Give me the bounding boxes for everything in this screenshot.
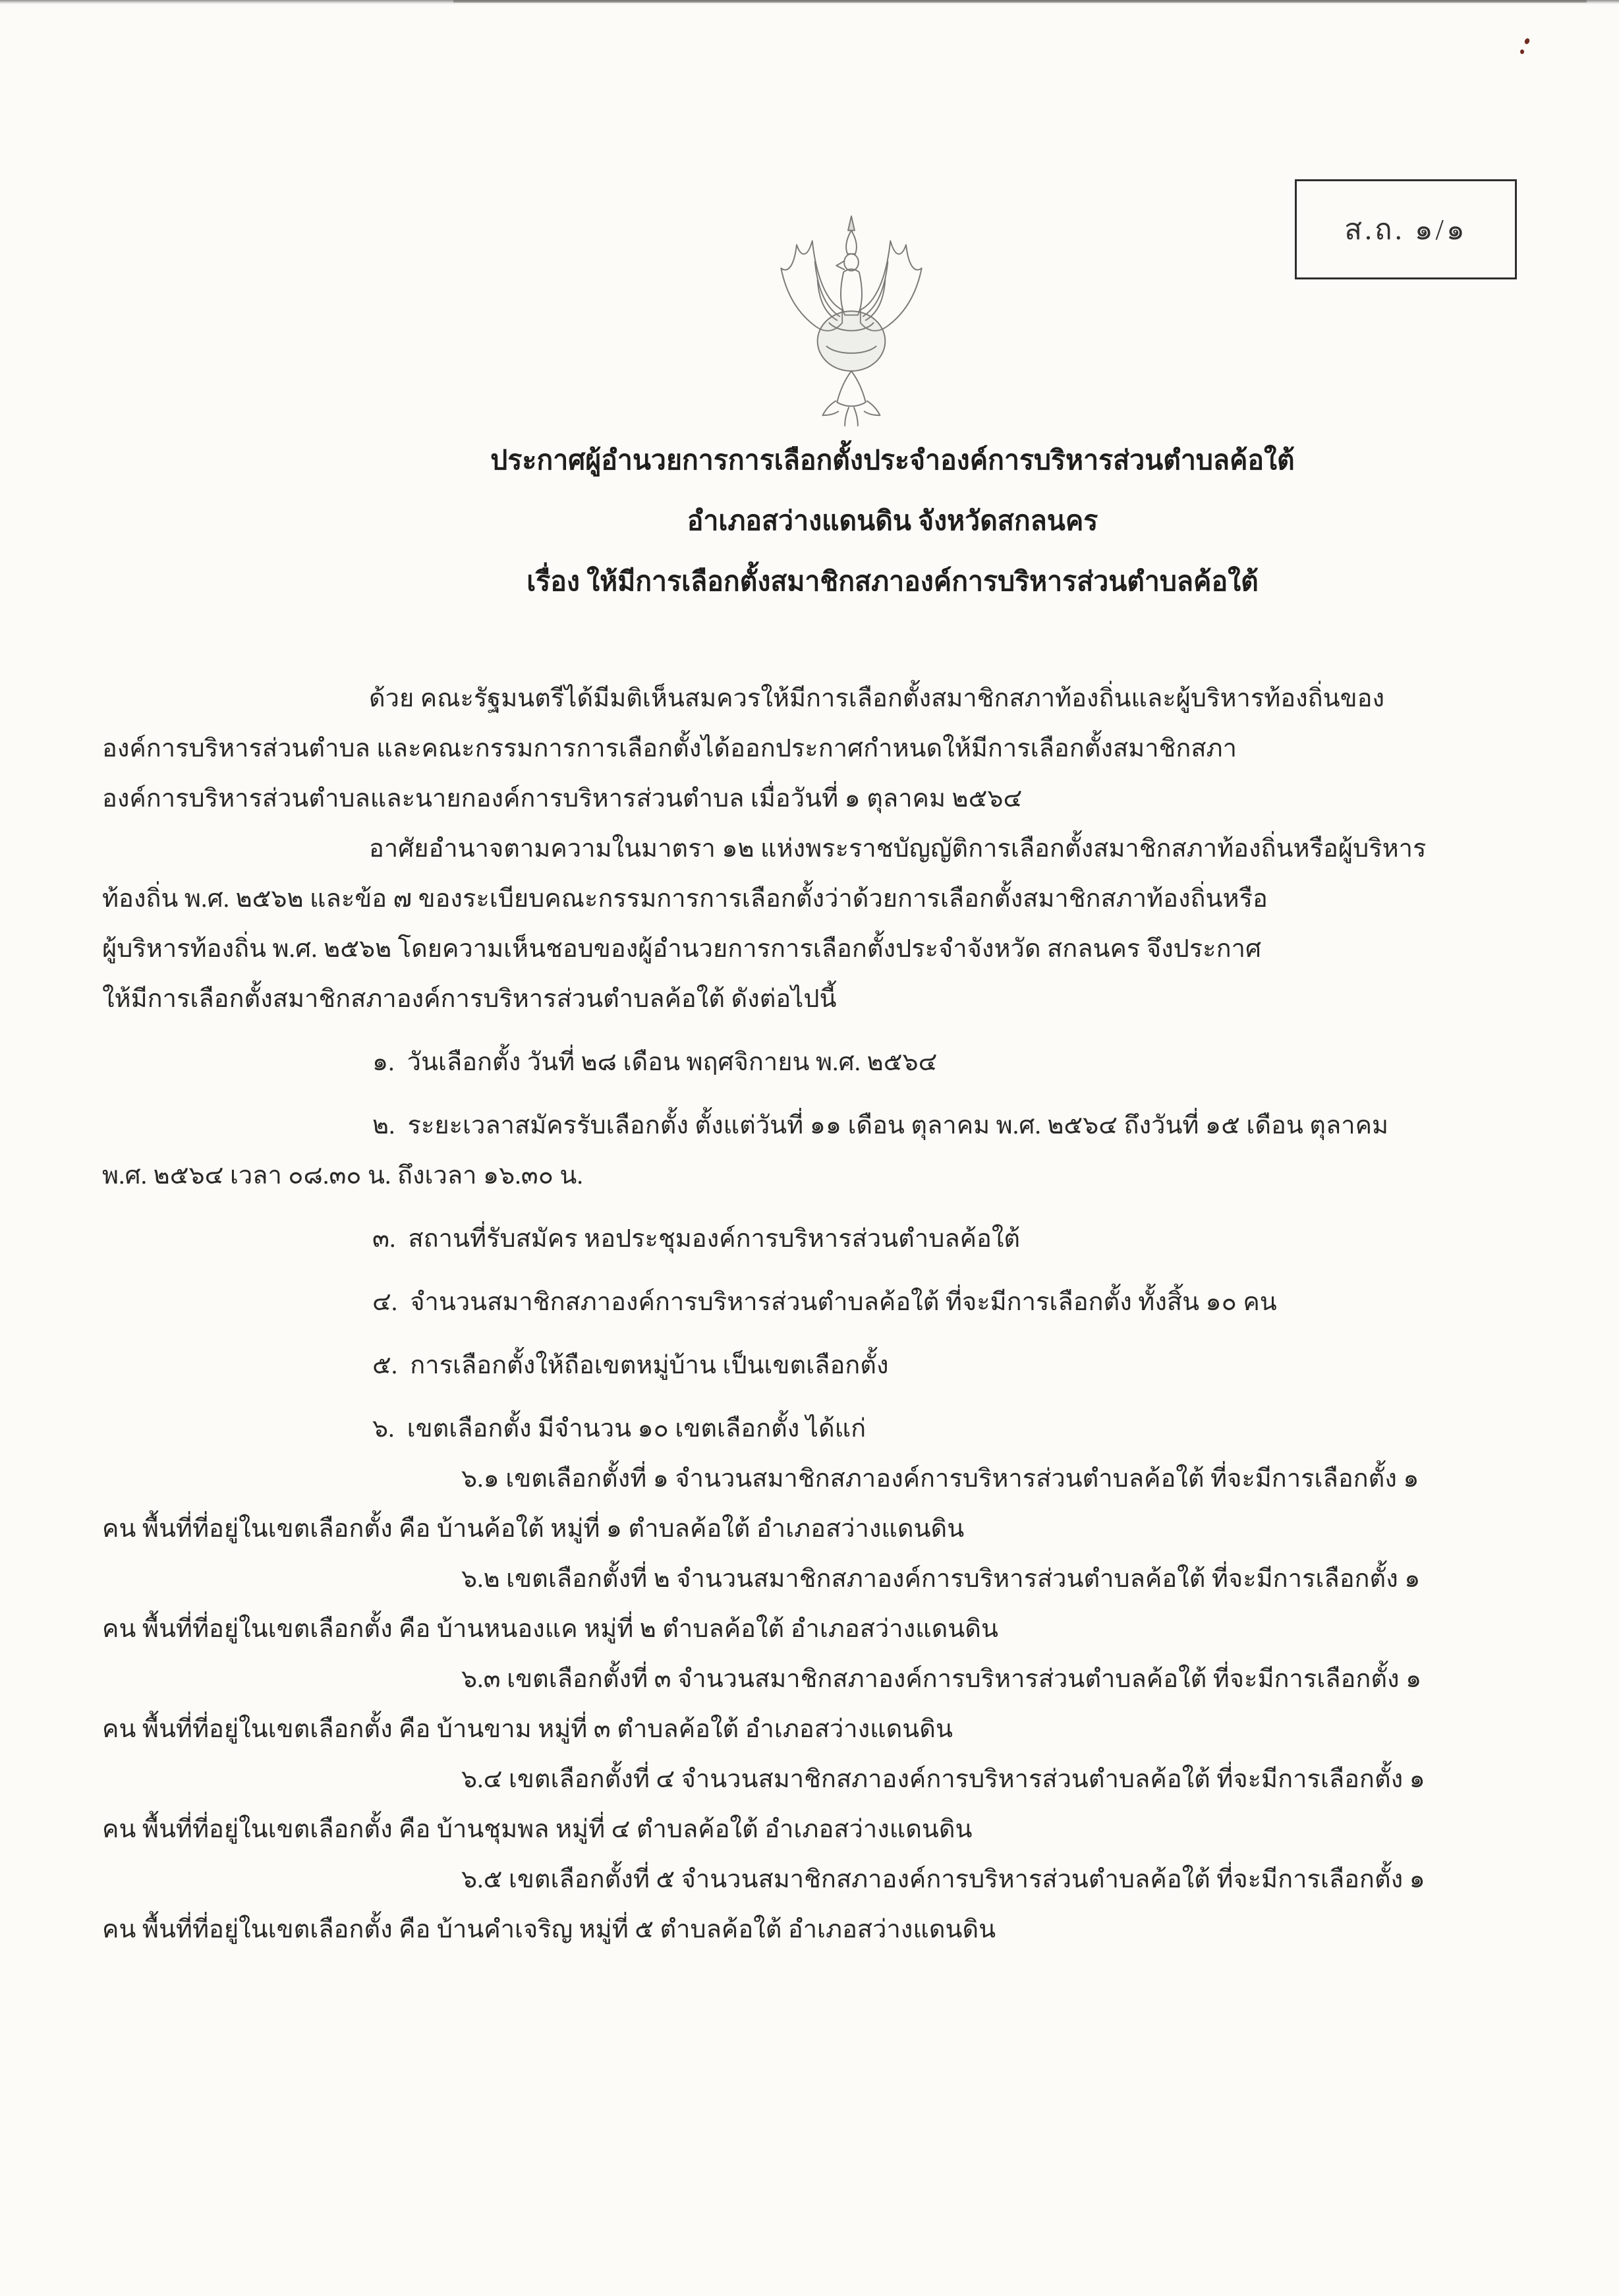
text-line: ๖.๓ เขตเลือกตั้งที่ ๓ จำนวนสมาชิกสภาองค์การบริหารส่วนตำบลค้อใต้ ที่จะมีการเลือกตั้ง ๑ bbox=[461, 1665, 1422, 1693]
text-line: ๑. วันเลือกตั้ง วันที่ ๒๘ เดือน พฤศจิกายน พ.ศ. ๒๕๖๔ bbox=[372, 1048, 938, 1076]
title-line: อำเภอสว่างแดนดิน จังหวัดสกลนคร bbox=[687, 505, 1098, 536]
text-line: คน พื้นที่ที่อยู่ในเขตเลือกตั้ง คือ บ้านหนองแค หมู่ที่ ๒ ตำบลค้อใต้ อำเภอสว่างแดนดิน bbox=[102, 1615, 998, 1643]
text-line: พ.ศ. ๒๕๖๔ เวลา ๐๘.๓๐ น. ถึงเวลา ๑๖.๓๐ น. bbox=[102, 1162, 583, 1190]
text-line: ๖.๑ เขตเลือกตั้งที่ ๑ จำนวนสมาชิกสภาองค์การบริหารส่วนตำบลค้อใต้ ที่จะมีการเลือกตั้ง ๑ bbox=[461, 1465, 1419, 1493]
text-line: ๔. จำนวนสมาชิกสภาองค์การบริหารส่วนตำบลค้อใต้ ที่จะมีการเลือกตั้ง ทั้งสิ้น ๑๐ คน bbox=[372, 1288, 1277, 1316]
form-code: ส.ถ. ๑/๑ bbox=[1344, 214, 1467, 246]
document-body bbox=[102, 674, 1519, 1955]
title-line: เรื่อง ให้มีการเลือกตั้งสมาชิกสภาองค์การบริหารส่วนตำบลค้อใต้ bbox=[526, 566, 1259, 596]
text-line: ๕. การเลือกตั้งให้ถือเขตหมู่บ้าน เป็นเขตเลือกตั้ง bbox=[372, 1352, 889, 1379]
text-line: คน พื้นที่ที่อยู่ในเขตเลือกตั้ง คือ บ้านชุมพล หมู่ที่ ๔ ตำบลค้อใต้ อำเภอสว่างแดนดิน bbox=[102, 1816, 973, 1843]
red-ink-dot bbox=[1523, 38, 1530, 45]
garuda-emblem-icon bbox=[766, 212, 936, 427]
text-line: ท้องถิ่น พ.ศ. ๒๕๖๒ และข้อ ๗ ของระเบียบคณะกรรมการการเลือกตั้งว่าด้วยการเลือกตั้งสมาชิกสภาท้องถิ่นหรือ bbox=[102, 885, 1268, 913]
text-line: ให้มีการเลือกตั้งสมาชิกสภาองค์การบริหารส่วนตำบลค้อใต้ ดังต่อไปนี้ bbox=[102, 985, 837, 1013]
text-line: ด้วย คณะรัฐมนตรีได้มีมติเห็นสมควรให้มีการเลือกตั้งสมาชิกสภาท้องถิ่นและผู้บริหารท้องถิ่นของ bbox=[369, 685, 1385, 712]
text-line: คน พื้นที่ที่อยู่ในเขตเลือกตั้ง คือ บ้านคำเจริญ หมู่ที่ ๕ ตำบลค้อใต้ อำเภอสว่างแดนดิน bbox=[102, 1916, 996, 1943]
text-line: ๖.๕ เขตเลือกตั้งที่ ๕ จำนวนสมาชิกสภาองค์การบริหารส่วนตำบลค้อใต้ ที่จะมีการเลือกตั้ง ๑ bbox=[461, 1866, 1425, 1893]
title-line: ประกาศผู้อำนวยการการเลือกตั้งประจำองค์การบริหารส่วนตำบลค้อใต้ bbox=[490, 445, 1295, 475]
text-line: องค์การบริหารส่วนตำบลและนายกองค์การบริหารส่วนตำบล เมื่อวันที่ ๑ ตุลาคม ๒๕๖๔ bbox=[102, 785, 1023, 813]
red-ink-dot bbox=[1520, 49, 1524, 54]
text-line: ๖.๒ เขตเลือกตั้งที่ ๒ จำนวนสมาชิกสภาองค์การบริหารส่วนตำบลค้อใต้ ที่จะมีการเลือกตั้ง ๑ bbox=[461, 1565, 1421, 1593]
text-line: ๒. ระยะเวลาสมัครรับเลือกตั้ง ตั้งแต่วันที่ ๑๑ เดือน ตุลาคม พ.ศ. ๒๕๖๔ ถึงวันที่ ๑๕ เดือน ตุลาคม bbox=[372, 1112, 1389, 1139]
text-line: ๖.๔ เขตเลือกตั้งที่ ๔ จำนวนสมาชิกสภาองค์การบริหารส่วนตำบลค้อใต้ ที่จะมีการเลือกตั้ง ๑ bbox=[461, 1765, 1425, 1793]
text-line: คน พื้นที่ที่อยู่ในเขตเลือกตั้ง คือ บ้านขาม หมู่ที่ ๓ ตำบลค้อใต้ อำเภอสว่างแดนดิน bbox=[102, 1715, 953, 1743]
text-line: องค์การบริหารส่วนตำบล และคณะกรรมการการเลือกตั้งได้ออกประกาศกำหนดให้มีการเลือกตั้งสมาชิกสภา bbox=[102, 735, 1237, 762]
text-line: อาศัยอำนาจตามความในมาตรา ๑๒ แห่งพระราชบัญญัติการเลือกตั้งสมาชิกสภาท้องถิ่นหรือผู้บริหาร bbox=[369, 835, 1427, 863]
form-code-box bbox=[1295, 179, 1517, 279]
text-line: ๖. เขตเลือกตั้ง มีจำนวน ๑๐ เขตเลือกตั้ง ได้แก่ bbox=[372, 1415, 866, 1443]
text-line: ๓. สถานที่รับสมัคร หอประชุมองค์การบริหารส่วนตำบลค้อใต้ bbox=[372, 1225, 1021, 1253]
text-line: คน พื้นที่ที่อยู่ในเขตเลือกตั้ง คือ บ้านค้อใต้ หมู่ที่ ๑ ตำบลค้อใต้ อำเภอสว่างแดนดิน bbox=[102, 1515, 965, 1543]
document-title bbox=[83, 430, 1619, 612]
scan-edge-artifact bbox=[0, 0, 1619, 5]
text-line: ผู้บริหารท้องถิ่น พ.ศ. ๒๕๖๒ โดยความเห็นชอบของผู้อำนวยการการเลือกตั้งประจำจังหวัด สกลนคร จึงประกาศ bbox=[102, 935, 1262, 963]
